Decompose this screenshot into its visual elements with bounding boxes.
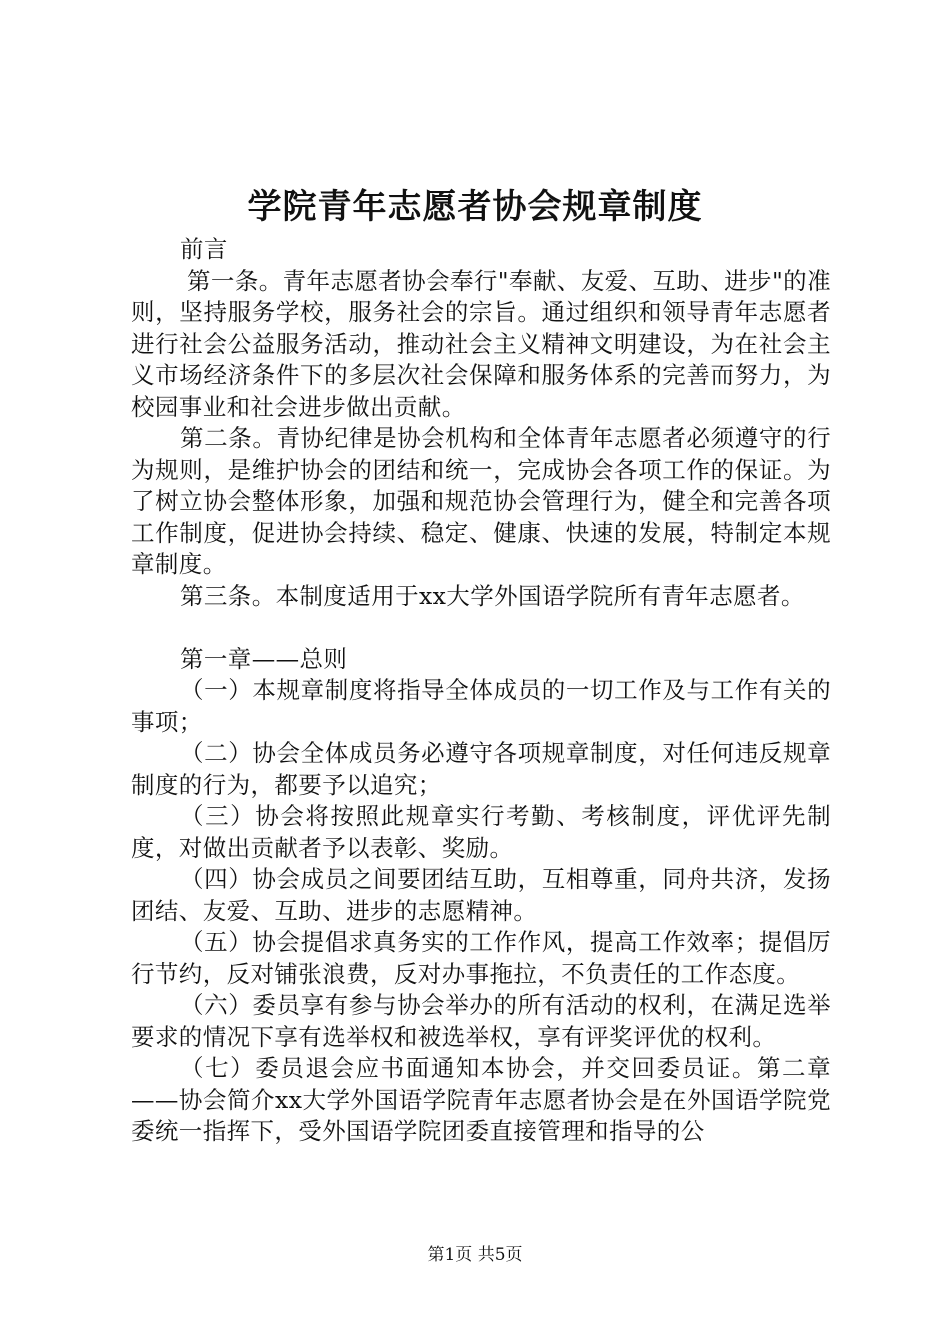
article-2: 第二条。青协纪律是协会机构和全体青年志愿者必须遵守的行为规则，是维护协会的团结和统一，完成协会各项工作的保证。为了树立协会整体形象，加强和规范协会管理行为，健全和完善各项工作制度，促进协会持续、稳定、健康、快速的发展，特制定本规章制度。: [131, 424, 831, 578]
page-number-footer: 第1页 共5页: [427, 1245, 523, 1265]
chapter-1-item-1: （一）本规章制度将指导全体成员的一切工作及与工作有关的事项；: [131, 676, 831, 736]
chapter-1-item-5: （五）协会提倡求真务实的工作作风，提高工作效率；提倡厉行节约，反对铺张浪费，反对办事拖拉，不负责任的工作态度。: [131, 928, 831, 988]
chapter-1-item-7: （七）委员退会应书面通知本协会，并交回委员证。第二章——协会简介xx大学外国语学院青年志愿者协会是在外国语学院党委统一指挥下，受外国语学院团委直接管理和指导的公: [131, 1054, 831, 1145]
document-body: [131, 234, 831, 1148]
chapter-1-item-6: （六）委员享有参与协会举办的所有活动的权利，在满足选举要求的情况下享有选举权和被选举权，享有评奖评优的权利。: [131, 991, 831, 1051]
preface-heading: 前言: [180, 235, 228, 263]
chapter-1-item-3: （三）协会将按照此规章实行考勤、考核制度，评优评先制度，对做出贡献者予以表彰、奖励。: [131, 802, 831, 862]
article-3: 第三条。本制度适用于xx大学外国语学院所有青年志愿者。: [180, 581, 805, 610]
chapter-1-item-2: （二）协会全体成员务必遵守各项规章制度，对任何违反规章制度的行为，都要予以追究；: [131, 739, 831, 799]
document-title: 学院青年志愿者协会规章制度: [247, 187, 703, 227]
paragraph-spacer: [131, 612, 831, 644]
chapter-1-heading: 第一章——总则: [180, 644, 348, 673]
article-1: 第一条。青年志愿者协会奉行"奉献、友爱、互助、进步"的准则，坚持服务学校，服务社会的宗旨。通过组织和领导青年志愿者进行社会公益服务活动，推动社会主义精神文明建设，为在社会主义市场经济条件下的多层次社会保障和服务体系的完善而努力，为校园事业和社会进步做出贡献。: [131, 266, 831, 421]
chapter-1-item-4: （四）协会成员之间要团结互助，互相尊重，同舟共济，发扬团结、友爱、互助、进步的志愿精神。: [131, 865, 831, 925]
